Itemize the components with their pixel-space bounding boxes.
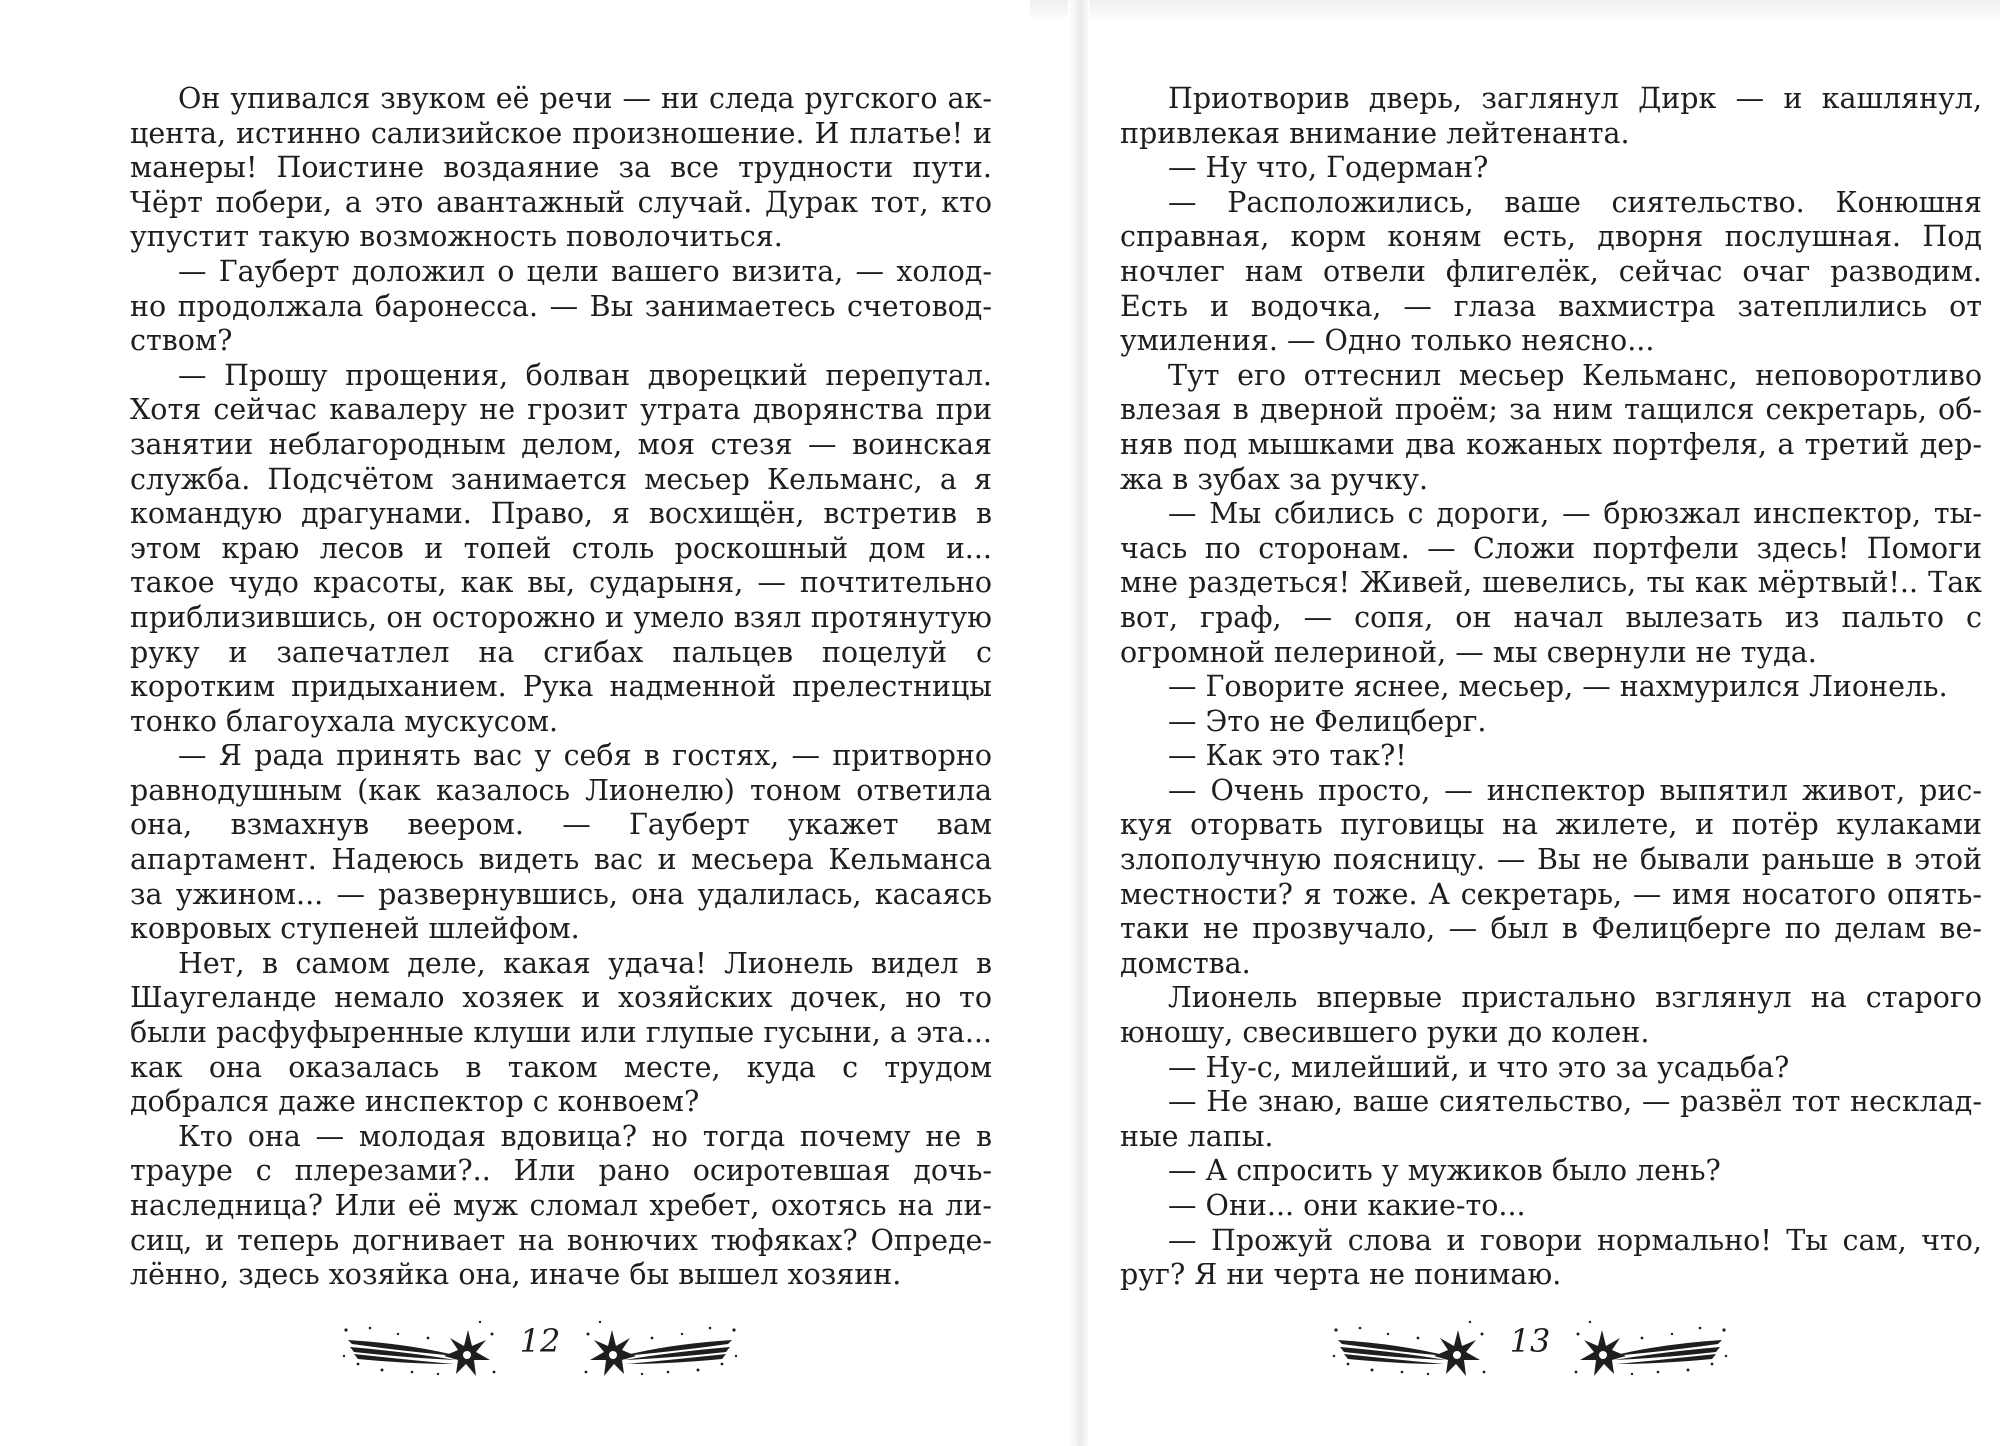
right-paragraph-11: — Ну-с, милейший, и что это за усадьба? bbox=[1168, 1050, 1790, 1084]
book-gutter bbox=[1068, 0, 1090, 1446]
left-paragraph-2: — Гауберт доложил о цели вашего визита, — холодно продолжала баронесса. — Вы занимаетесь счетоводством? bbox=[130, 254, 992, 358]
page-number-right: 13 bbox=[1509, 1322, 1551, 1360]
left-paragraph-3: — Прошу прощения, болван дворецкий перепутал. Хотя сейчас кавалеру не грозит утрата дворянства при занятии неблагородным делом, моя стезя — воинская служба. Подсчётом занимается месьер Кельманс, а я командую драгунами. Право, я восхищён, встретив в этом краю лесов и топей столь роскошный дом и... такое чудо красоты, как вы, сударыня, — почтительно приблизившись, он осторожно и умело взял протянутую руку и запечатлел на сгибах пальцев поцелуй с коротким придыханием. Рука надменной прелестницы тонко благоухала мускусом. bbox=[130, 358, 992, 738]
right-paragraph-13: — А спросить у мужиков было лень? bbox=[1168, 1154, 1721, 1188]
left-page-footer bbox=[340, 1300, 740, 1390]
right-paragraph-12: — Не знаю, ваше сиятельство, — развёл тот нескладные лапы. bbox=[1120, 1085, 1982, 1153]
right-paragraph-5: — Мы сбились с дороги, — брюзжал инспектор, тычась по сторонам. — Сложи портфели здесь! Помоги мне раздеться! Живей, шевелись, ты как мёртвый!.. Так вот, граф, — сопя, он начал вылезать из пальто с огромной пелериной, — мы свернули не туда. bbox=[1120, 497, 1982, 669]
page-top-shadow bbox=[1030, 0, 2000, 22]
right-paragraph-7: — Это не Фелицберг. bbox=[1168, 704, 1487, 738]
left-paragraph-6: Кто она — молодая вдовица? но тогда почему не в трауре с плерезами?.. Или рано осиротевшая дочь-наследница? Или её муж сломал хребет, охотясь на лисиц, и теперь догнивает на вонючих тюфяках? Определённо, здесь хозяйка она, иначе бы вышел хозяин. bbox=[130, 1119, 992, 1292]
right-paragraph-8: — Как это так?! bbox=[1168, 739, 1407, 773]
right-paragraph-6: — Говорите яснее, месьер, — нахмурился Лионель. bbox=[1168, 670, 1948, 704]
star-comet-ornament-icon bbox=[1570, 1300, 1730, 1390]
star-comet-ornament-icon bbox=[580, 1300, 740, 1390]
right-page-footer bbox=[1330, 1300, 1730, 1390]
right-paragraph-15: — Прожуй слова и говори нормально! Ты сам, что, руг? Я ни черта не понимаю. bbox=[1120, 1223, 1982, 1292]
right-paragraph-10: Лионель впервые пристально взглянул на старого юношу, свесившего руки до колен. bbox=[1120, 981, 1982, 1050]
right-paragraph-4: Тут его оттеснил месьер Кельманс, неповоротливо влезая в дверной проём; за ним тащился секретарь, обняв под мышками два кожаных портфеля, а третий держа в зубах за ручку. bbox=[1120, 358, 1982, 496]
right-page-text bbox=[1120, 82, 1982, 1293]
right-paragraph-2: — Ну что, Годерман? bbox=[1168, 151, 1489, 185]
star-comet-ornament-icon bbox=[340, 1300, 500, 1390]
right-paragraph-14: — Они... они какие-то... bbox=[1168, 1189, 1526, 1222]
left-paragraph-5: Нет, в самом деле, какая удача! Лионель видел в Шаугеланде немало хозяек и хозяйских дочек, но то были расфуфыренные клуши или глупые гусыни, а эта... как она оказалась в таком месте, куда с трудом добрался даже инспектор с конвоем? bbox=[130, 946, 992, 1119]
right-paragraph-1: Приотворив дверь, заглянул Дирк — и кашлянул, привлекая внимание лейтенанта. bbox=[1120, 82, 1982, 150]
right-paragraph-3: — Расположились, ваше сиятельство. Конюшня справная, корм коням есть, дворня послушная. Под ночлег нам отвели флигелёк, сейчас очаг разводим. Есть и водочка, — глаза вахмистра затеплились от умиления. — Одно только неясно... bbox=[1120, 185, 1982, 358]
left-page-text bbox=[130, 82, 992, 1293]
star-comet-ornament-icon bbox=[1330, 1300, 1490, 1390]
right-paragraph-9: — Очень просто, — инспектор выпятил живот, рискуя оторвать пуговицы на жилете, и потёр кулаками злополучную поясницу. — Вы не бывали раньше в этой местности? я тоже. А секретарь, — имя носатого опять-таки не прозвучало, — был в Фелицберге по делам ведомства. bbox=[1120, 773, 1982, 980]
left-paragraph-4: — Я рада принять вас у себя в гостях, — притворно равнодушным (как казалось Лионелю) тоном ответила она, взмахнув веером. — Гауберт укажет вам апартамент. Надеюсь видеть вас и месьера Кельманса за ужином... — развернувшись, она удалилась, касаясь ковровых ступеней шлейфом. bbox=[130, 739, 992, 946]
left-paragraph-1: Он упивался звуком её речи — ни следа ругского акцента, истинно сализийское произношение. И платье! и манеры! Поистине воздаяние за все трудности пути. Чёрт побери, а это авантажный случай. Дурак тот, кто упустит такую возможность поволочиться. bbox=[130, 82, 992, 254]
page-number-left: 12 bbox=[519, 1322, 561, 1360]
